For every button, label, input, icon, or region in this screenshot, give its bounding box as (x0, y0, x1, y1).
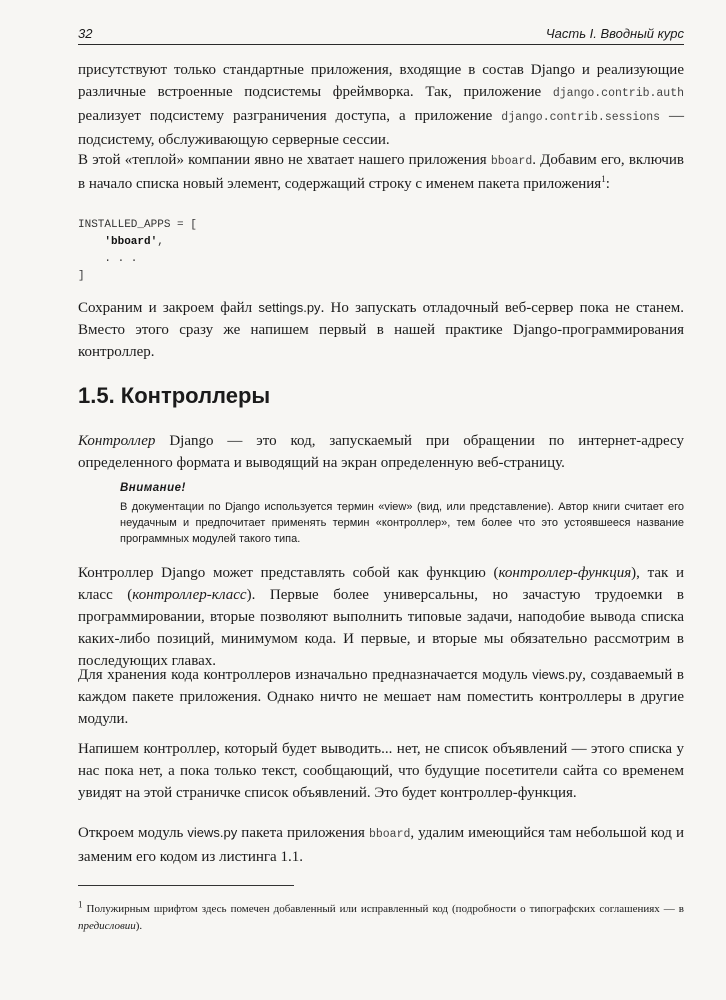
code-line: ] (78, 270, 85, 282)
text: Полужирным шрифтом здесь помечен добавленный или исправленный код (подробности о типографских соглашениях — в (82, 903, 684, 915)
paragraph-add-app (78, 149, 684, 195)
paragraph-open-views (78, 822, 684, 868)
text: — подсистему, обслуживающую серверные сессии. (78, 108, 685, 148)
text: В этой «теплой» компании явно не хватает нашего приложения (78, 152, 491, 168)
page-number: 32 (78, 26, 93, 41)
text: присутствуют только стандартные приложения, входящие в состав Django и реализующие различные встроенные подсистемы фреймворка. Так, приложение (78, 62, 684, 100)
text: , создаваемый в каждом пакете приложения. Однако ничто не мешает нам поместить контроллеры в другие модули. (78, 667, 685, 727)
footnote-divider (78, 885, 294, 886)
term: контроллер-класс (132, 587, 247, 603)
text: ). (135, 920, 143, 932)
text: ), так и класс ( (78, 565, 684, 603)
code-punct: , (157, 236, 164, 248)
section-heading: 1.5. Контроллеры (78, 383, 271, 408)
part-title: Часть I. Вводный курс (545, 26, 684, 41)
paragraph-write-controller (78, 738, 684, 804)
text: Сохраним и закроем файл (78, 300, 259, 316)
inline-code: django.contrib.auth (552, 87, 684, 100)
text: . Но запускать отладочный веб-сервер пока не станем. Вместо этого сразу же напишем первый в нашей практике Django-программирования контроллер. (78, 300, 684, 360)
inline-code: django.contrib.sessions (501, 111, 661, 124)
text: Для хранения кода контроллеров изначально предназначается модуль (78, 667, 533, 683)
text: ). Первые более универсальны, но зачастую трудоемки в программировании, вторые позволяют выполнить типовые задачи, наподобие вывода списка каких-либо позиций, минимумом кода. И первые, и вторые мы обязательно рассмотрим в последующих главах. (78, 587, 684, 669)
note-title: Внимание! (120, 482, 186, 494)
code-line: INSTALLED_APPS = [ (78, 219, 197, 231)
file-name: views.py (532, 667, 583, 682)
text: , удалим имеющийся там небольшой код и заменим его кодом из листинга 1.1. (78, 825, 684, 865)
term: предисловии (78, 920, 136, 932)
term: Контроллер (78, 433, 156, 449)
file-name: views.py (187, 825, 238, 840)
text: Напишем контроллер, который будет выводить... нет, не список объявлений — этого списка у нас пока нет, а пока только текст, сообщающий, что будущие посетители сайта со временем увидят на этой страничке список объявлений. Это будет контроллер-функция. (78, 741, 684, 801)
paragraph-views-module (78, 664, 684, 730)
paragraph-controller-types (78, 562, 684, 672)
text: пакета приложения (237, 825, 369, 841)
text: Откроем модуль (78, 825, 188, 841)
inline-code: bboard (368, 828, 411, 841)
text: реализует подсистему разграничения доступа, а приложение (78, 108, 502, 124)
code-block (78, 217, 478, 285)
footnote-ref: 1 (601, 174, 606, 184)
text: . Добавим его, включив в начало списка новый элемент, содержащий строку с именем пакета приложения (78, 152, 684, 192)
paragraph-installed-apps (78, 59, 684, 151)
warning-note (120, 480, 684, 547)
code-line-bold: 'bboard' (104, 236, 158, 248)
text: : (605, 176, 610, 192)
text: Django — это код, запускаемый при обращении по интернет-адресу определенного формата и выводящий на экран определенную веб-страницу. (78, 433, 684, 471)
paragraph-controller-definition (78, 430, 684, 474)
file-name: settings.py (258, 300, 321, 315)
code-line: . . . (104, 253, 138, 265)
footnote (78, 901, 684, 935)
note-text: В документации по Django используется термин «view» (вид, или представление). Автор книги считает его неудачным и предпочитает применять термин «контроллер», тем более что это устоявшееся название программных модулей такого типа. (120, 501, 684, 545)
term: контроллер-функция (498, 565, 632, 581)
text: Контроллер Django может представлять собой как функцию ( (78, 565, 499, 581)
inline-code: bboard (490, 155, 533, 168)
running-header (78, 24, 684, 45)
footnote-number: 1 (78, 899, 83, 910)
paragraph-settings (78, 297, 684, 363)
